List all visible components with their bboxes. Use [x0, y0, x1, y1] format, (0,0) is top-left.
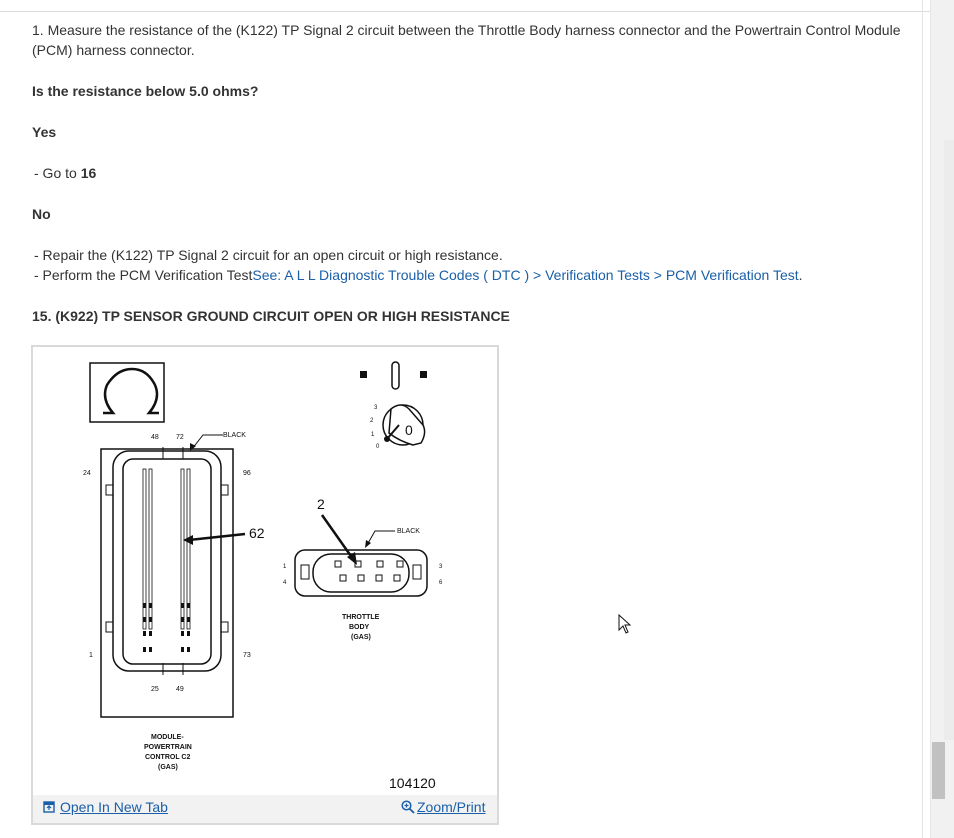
svg-text:1: 1 [89, 652, 93, 659]
pcm-connector [83, 432, 265, 771]
wiring-figure [31, 345, 499, 825]
mouse-cursor-icon [618, 614, 632, 636]
open-new-tab-label: Open In New Tab [60, 799, 168, 815]
svg-text:73: 73 [243, 652, 251, 659]
svg-text:(GAS): (GAS) [351, 634, 371, 641]
yes-label: Yes [32, 124, 57, 140]
svg-text:1: 1 [371, 432, 375, 438]
zoom-in-icon [401, 800, 415, 814]
ohm-symbol-icon [90, 363, 164, 422]
svg-text:BLACK: BLACK [223, 432, 246, 439]
scrollbar-track-highlight [944, 140, 954, 740]
pcm-verification-link[interactable]: See: A L L Diagnostic Trouble Codes ( DTC ) > Verification Tests > PCM Verification Test [252, 267, 799, 283]
svg-text:3: 3 [374, 405, 378, 411]
goto-step-number: 16 [80, 165, 97, 181]
open-new-tab-button[interactable] [43, 799, 168, 815]
svg-text:0: 0 [405, 422, 413, 438]
svg-text:POWERTRAIN: POWERTRAIN [144, 744, 192, 751]
no-label: No [32, 206, 51, 222]
figure-toolbar [33, 795, 497, 823]
svg-text:1: 1 [283, 564, 287, 570]
top-divider [0, 0, 930, 12]
svg-text:62: 62 [249, 525, 265, 541]
connector-diagram [33, 347, 497, 797]
figure-id: 104120 [389, 775, 436, 791]
section-heading: 15. (K922) TP SENSOR GROUND CIRCUIT OPEN OR HIGH RESISTANCE [32, 308, 510, 324]
svg-text:0: 0 [376, 444, 380, 450]
svg-text:2: 2 [370, 418, 374, 424]
svg-text:96: 96 [243, 470, 251, 477]
scrollbar-thumb[interactable] [932, 742, 945, 799]
content-frame-edge [922, 0, 930, 838]
svg-text:BLACK: BLACK [397, 528, 420, 535]
no-action-repair: - Repair the (K122) TP Signal 2 circuit for an open circuit or high resistance. [34, 247, 503, 263]
ignition-off-icon [360, 362, 427, 450]
svg-text:3: 3 [439, 564, 443, 570]
svg-text:THROTTLE: THROTTLE [342, 614, 380, 621]
svg-text:25: 25 [151, 686, 159, 693]
svg-text:48: 48 [151, 434, 159, 441]
svg-text:49: 49 [176, 686, 184, 693]
svg-text:2: 2 [317, 496, 325, 512]
throttle-body-connector [283, 496, 443, 641]
svg-text:6: 6 [439, 580, 443, 586]
svg-text:4: 4 [283, 580, 287, 586]
no-action-verify: - Perform the PCM Verification TestSee: A L L Diagnostic Trouble Codes ( DTC ) > Verification Tests > PCM Verification Test. [34, 267, 803, 283]
svg-text:(GAS): (GAS) [158, 764, 178, 771]
zoom-print-label: Zoom/Print [417, 799, 486, 815]
yes-action: - Go to 16 [34, 165, 97, 181]
procedure-content [32, 20, 917, 326]
external-tab-icon [43, 801, 55, 813]
zoom-print-button[interactable] [401, 799, 485, 815]
step-instruction: 1. Measure the resistance of the (K122) TP Signal 2 circuit between the Throttle Body harness connector and the Powertrain Control Module (PCM) harness connector. [32, 22, 901, 58]
svg-text:24: 24 [83, 470, 91, 477]
svg-text:MODULE-: MODULE- [151, 734, 184, 741]
svg-text:72: 72 [176, 434, 184, 441]
svg-text:BODY: BODY [349, 624, 370, 631]
svg-text:CONTROL C2: CONTROL C2 [145, 754, 191, 761]
step-question: Is the resistance below 5.0 ohms? [32, 83, 259, 99]
